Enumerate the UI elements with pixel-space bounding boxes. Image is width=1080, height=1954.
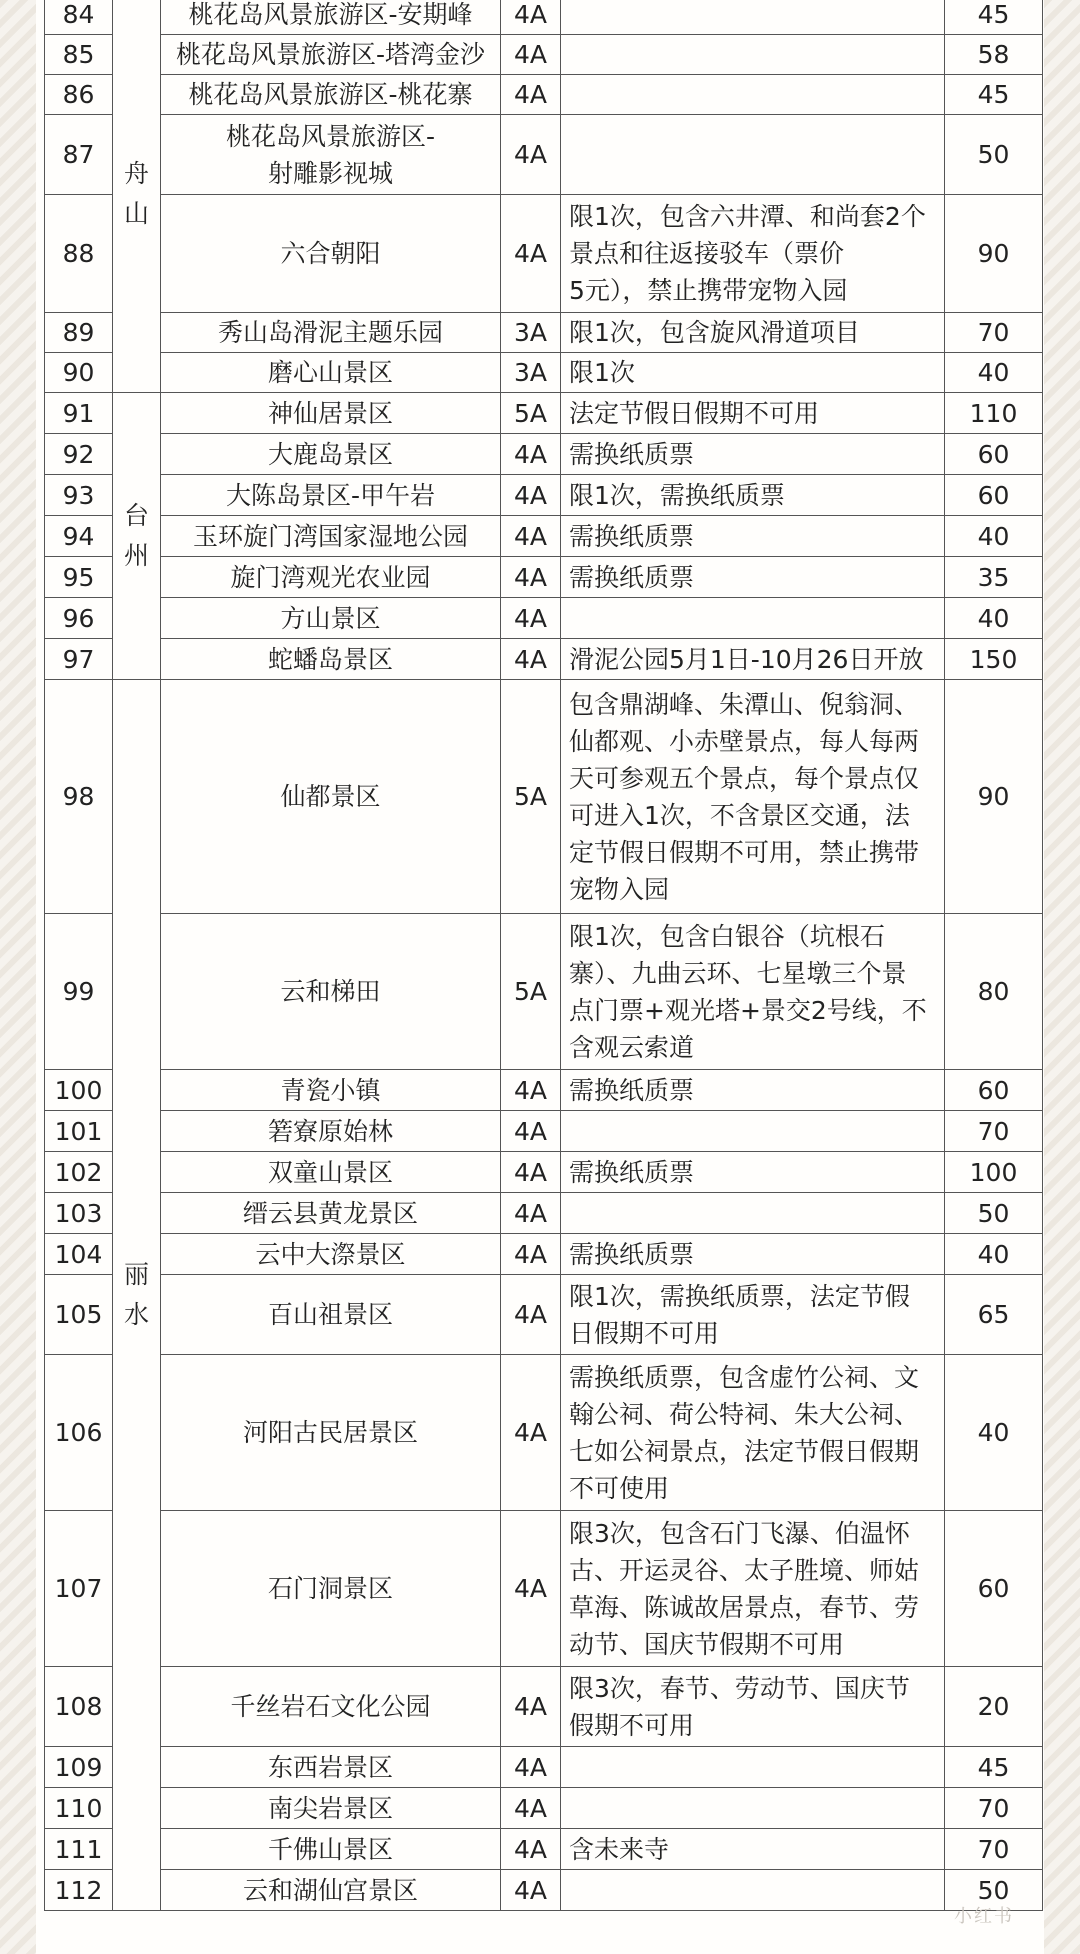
spot-note-cell: 限3次，春节、劳动节、国庆节 假期不可用 [561,1667,945,1747]
spot-name-cell: 云中大漈景区 [161,1234,501,1275]
region-cell [113,393,161,680]
spot-level-cell: 4A [501,557,561,598]
spot-note-cell [561,1788,945,1829]
spot-name-cell: 桃花岛风景旅游区-安期峰 [161,0,501,35]
spot-price-cell: 40 [945,353,1043,393]
region-char: 州 [123,541,149,570]
spot-level-cell: 4A [501,1870,561,1911]
table-row [45,914,1043,1070]
spot-note-cell: 限1次，需换纸质票 [561,475,945,516]
table-row [45,1275,1043,1355]
region-char: 台 [123,501,149,530]
spot-note-cell [561,1111,945,1152]
spot-note-cell [561,115,945,195]
spot-price-cell: 70 [945,1788,1043,1829]
spot-price-cell: 60 [945,1511,1043,1667]
table-row [45,1070,1043,1111]
spot-note-cell: 限3次，包含石门飞瀑、伯温怀 古、开运灵谷、太子胜境、师姑 草海、陈诚故居景点，春节、劳 动节、国庆节假期不可用 [561,1511,945,1667]
spot-name-cell: 双童山景区 [161,1152,501,1193]
spot-name-cell: 玉环旋门湾国家湿地公园 [161,516,501,557]
spot-name-cell: 桃花岛风景旅游区-塔湾金沙 [161,35,501,75]
spot-name-cell: 东西岩景区 [161,1747,501,1788]
spot-price-cell: 65 [945,1275,1043,1355]
spot-level-cell: 4A [501,1829,561,1870]
table-row [45,1355,1043,1511]
spot-note-cell [561,1193,945,1234]
spot-level-cell: 4A [501,598,561,639]
spot-level-cell: 4A [501,434,561,475]
spot-price-cell: 35 [945,557,1043,598]
spot-note-cell [561,1870,945,1911]
table-body [45,0,1043,1911]
spot-note-cell [561,598,945,639]
spot-level-cell: 4A [501,35,561,75]
spot-price-cell: 100 [945,1152,1043,1193]
spot-note-cell: 包含鼎湖峰、朱潭山、倪翁洞、 仙都观、小赤壁景点，每人每两 天可参观五个景点，每个景点仅 可进入1次，不含景区交通，法 定节假日假期不可用，禁止携带 宠物入园 [561,680,945,914]
spot-name-cell: 神仙居景区 [161,393,501,434]
row-number-cell: 91 [45,393,113,434]
spot-price-cell: 40 [945,1355,1043,1511]
decorative-border-right [1044,0,1080,1954]
table-row [45,393,1043,434]
row-number-cell: 93 [45,475,113,516]
spot-note-cell: 需换纸质票 [561,434,945,475]
table-row [45,557,1043,598]
spot-price-cell: 70 [945,313,1043,353]
spot-note-cell: 需换纸质票 [561,1234,945,1275]
spot-level-cell: 3A [501,313,561,353]
spot-level-cell: 5A [501,393,561,434]
spot-level-cell: 4A [501,1234,561,1275]
spot-level-cell: 5A [501,914,561,1070]
spot-level-cell: 4A [501,75,561,115]
region-cell [113,0,161,393]
spot-level-cell: 4A [501,1275,561,1355]
spot-level-cell: 4A [501,1193,561,1234]
table-row [45,0,1043,35]
spot-name-cell: 石门洞景区 [161,1511,501,1667]
spot-price-cell: 60 [945,1070,1043,1111]
spot-level-cell: 4A [501,0,561,35]
watermark: 小红书 [954,1906,1014,1927]
spot-price-cell: 90 [945,680,1043,914]
spot-name-cell: 云和梯田 [161,914,501,1070]
spot-level-cell: 4A [501,1070,561,1111]
spot-name-cell: 大鹿岛景区 [161,434,501,475]
region-char: 山 [123,198,149,228]
spot-note-cell: 限1次 [561,353,945,393]
spot-price-cell: 60 [945,475,1043,516]
scenic-spot-table [44,0,1043,1911]
spot-level-cell: 4A [501,639,561,680]
document-page [36,0,1044,1954]
spot-name-cell: 旋门湾观光农业园 [161,557,501,598]
decorative-border-left [0,0,36,1954]
spot-note-cell: 法定节假日假期不可用 [561,393,945,434]
spot-note-cell: 需换纸质票 [561,516,945,557]
spot-price-cell: 50 [945,115,1043,195]
spot-name-cell: 南尖岩景区 [161,1788,501,1829]
table-row [45,516,1043,557]
table-row [45,680,1043,914]
spot-note-cell: 滑泥公园5月1日-10月26日开放 [561,639,945,680]
table-row [45,434,1043,475]
spot-note-cell: 限1次，包含旋风滑道项目 [561,313,945,353]
spot-note-cell [561,35,945,75]
table-row [45,313,1043,353]
spot-price-cell: 50 [945,1193,1043,1234]
spot-level-cell: 4A [501,475,561,516]
spot-level-cell: 4A [501,1667,561,1747]
table-row [45,1829,1043,1870]
table-row [45,1234,1043,1275]
region-char: 丽 [123,1260,149,1289]
row-number-cell: 98 [45,680,113,914]
row-number-cell: 104 [45,1234,113,1275]
row-number-cell: 100 [45,1070,113,1111]
row-number-cell: 111 [45,1829,113,1870]
table-row [45,75,1043,115]
spot-name-cell: 箬寮原始林 [161,1111,501,1152]
spot-name-cell: 六合朝阳 [161,195,501,313]
spot-note-cell: 需换纸质票 [561,1152,945,1193]
spot-name-cell: 青瓷小镇 [161,1070,501,1111]
spot-price-cell: 90 [945,195,1043,313]
spot-level-cell: 4A [501,1111,561,1152]
spot-price-cell: 40 [945,516,1043,557]
spot-name-cell: 桃花岛风景旅游区-桃花寨 [161,75,501,115]
table-row [45,598,1043,639]
row-number-cell: 99 [45,914,113,1070]
spot-name-cell: 方山景区 [161,598,501,639]
table-row [45,639,1043,680]
table-row [45,1152,1043,1193]
spot-note-cell: 限1次，包含六井潭、和尚套2个 景点和往返接驳车（票价 5元），禁止携带宠物入园 [561,195,945,313]
spot-name-cell: 千佛山景区 [161,1829,501,1870]
table-row [45,35,1043,75]
table-row [45,115,1043,195]
row-number-cell: 92 [45,434,113,475]
row-number-cell: 87 [45,115,113,195]
table-row [45,1511,1043,1667]
spot-name-cell: 仙都景区 [161,680,501,914]
spot-name-cell: 百山祖景区 [161,1275,501,1355]
spot-price-cell: 60 [945,434,1043,475]
spot-note-cell: 含未来寺 [561,1829,945,1870]
row-number-cell: 89 [45,313,113,353]
row-number-cell: 96 [45,598,113,639]
table-row [45,1870,1043,1911]
spot-note-cell: 限1次，需换纸质票，法定节假 日假期不可用 [561,1275,945,1355]
table-row [45,1111,1043,1152]
spot-name-cell: 蛇蟠岛景区 [161,639,501,680]
spot-level-cell: 3A [501,353,561,393]
spot-level-cell: 4A [501,1511,561,1667]
table-row [45,1747,1043,1788]
spot-price-cell: 80 [945,914,1043,1070]
spot-price-cell: 150 [945,639,1043,680]
row-number-cell: 86 [45,75,113,115]
spot-level-cell: 4A [501,115,561,195]
spot-name-cell: 千丝岩石文化公园 [161,1667,501,1747]
table-row [45,1788,1043,1829]
spot-level-cell: 4A [501,1788,561,1829]
spot-name-cell: 秀山岛滑泥主题乐园 [161,313,501,353]
spot-note-cell [561,0,945,35]
spot-name-cell: 磨心山景区 [161,353,501,393]
row-number-cell: 95 [45,557,113,598]
row-number-cell: 101 [45,1111,113,1152]
spot-level-cell: 4A [501,516,561,557]
spot-name-cell: 桃花岛风景旅游区- 射雕影视城 [161,115,501,195]
spot-price-cell: 40 [945,598,1043,639]
table-row [45,1193,1043,1234]
spot-level-cell: 4A [501,1747,561,1788]
spot-name-cell: 河阳古民居景区 [161,1355,501,1511]
row-number-cell: 109 [45,1747,113,1788]
spot-note-cell: 需换纸质票，包含虚竹公祠、文 翰公祠、荷公特祠、朱大公祠、 七如公祠景点，法定节假日假期 不可使用 [561,1355,945,1511]
spot-price-cell: 70 [945,1111,1043,1152]
row-number-cell: 102 [45,1152,113,1193]
row-number-cell: 94 [45,516,113,557]
row-number-cell: 112 [45,1870,113,1911]
spot-price-cell: 45 [945,0,1043,35]
spot-level-cell: 4A [501,195,561,313]
spot-price-cell: 50 [945,1870,1043,1911]
row-number-cell: 90 [45,353,113,393]
spot-level-cell: 5A [501,680,561,914]
row-number-cell: 107 [45,1511,113,1667]
spot-price-cell: 40 [945,1234,1043,1275]
row-number-cell: 108 [45,1667,113,1747]
spot-price-cell: 45 [945,75,1043,115]
row-number-cell: 97 [45,639,113,680]
spot-note-cell: 限1次，包含白银谷（坑根石 寨）、九曲云环、七星墩三个景 点门票+观光塔+景交2号线，不 含观云索道 [561,914,945,1070]
spot-price-cell: 110 [945,393,1043,434]
region-char: 水 [123,1300,149,1329]
row-number-cell: 103 [45,1193,113,1234]
table-row [45,353,1043,393]
spot-level-cell: 4A [501,1152,561,1193]
table-row [45,1667,1043,1747]
spot-price-cell: 70 [945,1829,1043,1870]
spot-name-cell: 缙云县黄龙景区 [161,1193,501,1234]
spot-price-cell: 45 [945,1747,1043,1788]
row-number-cell: 84 [45,0,113,35]
spot-level-cell: 4A [501,1355,561,1511]
row-number-cell: 85 [45,35,113,75]
spot-name-cell: 云和湖仙宫景区 [161,1870,501,1911]
spot-note-cell: 需换纸质票 [561,1070,945,1111]
spot-price-cell: 20 [945,1667,1043,1747]
table-row [45,475,1043,516]
spot-name-cell: 大陈岛景区-甲午岩 [161,475,501,516]
spot-note-cell [561,75,945,115]
table-row [45,195,1043,313]
row-number-cell: 88 [45,195,113,313]
spot-price-cell: 58 [945,35,1043,75]
row-number-cell: 106 [45,1355,113,1511]
region-cell [113,680,161,1911]
spot-note-cell: 需换纸质票 [561,557,945,598]
row-number-cell: 110 [45,1788,113,1829]
row-number-cell: 105 [45,1275,113,1355]
spot-note-cell [561,1747,945,1788]
region-char: 舟 [123,158,149,188]
